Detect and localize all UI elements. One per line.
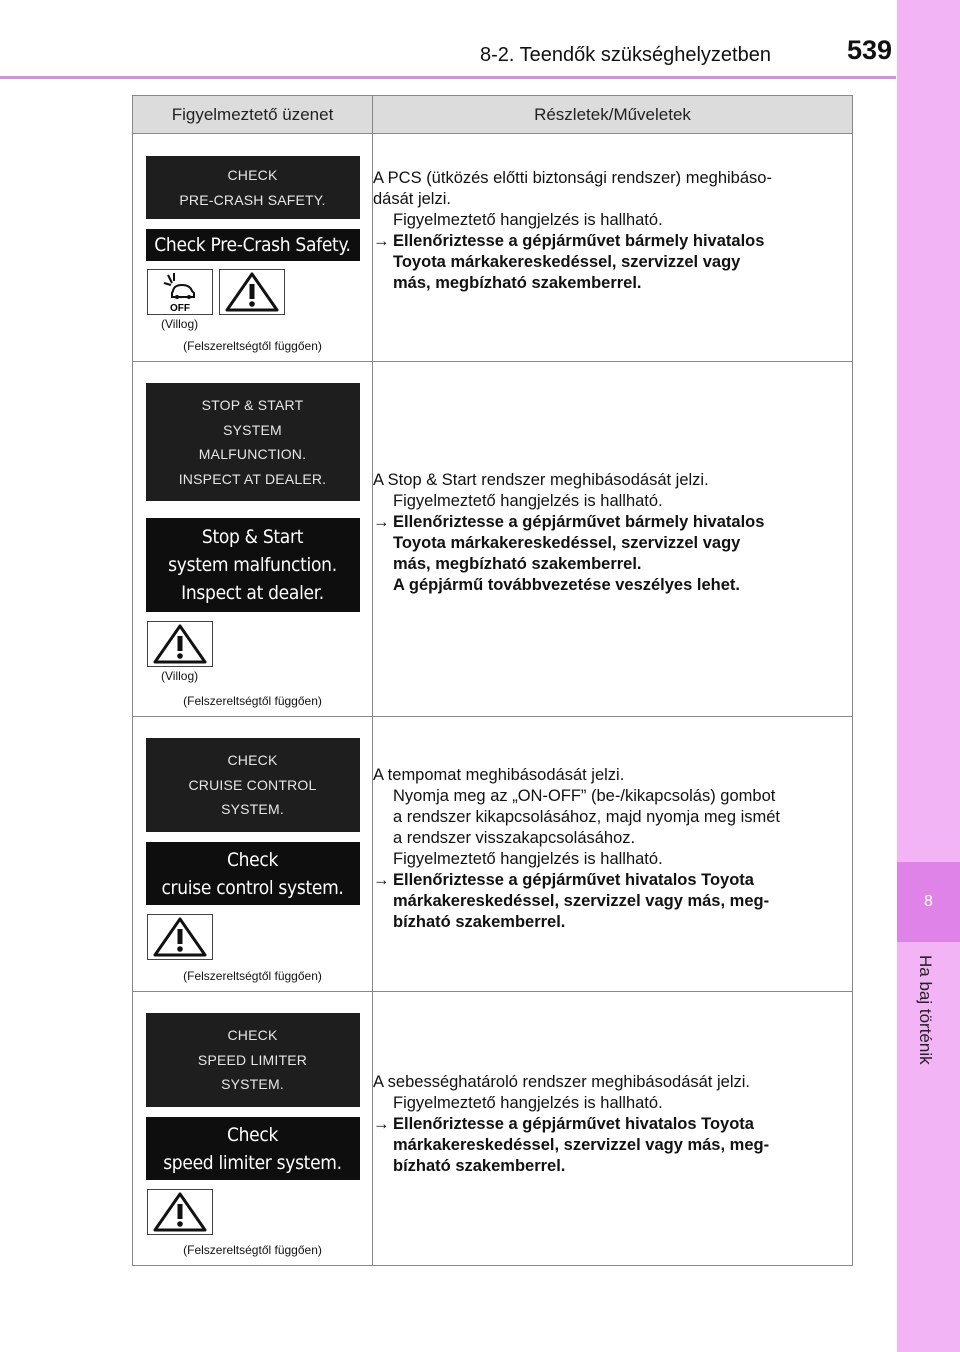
indented-text: Nyomja meg az „ON-OFF” (be-/kikapcsolás) gombot — [393, 787, 776, 805]
table-header-row — [133, 96, 853, 134]
blink-label: (Villog) — [161, 669, 199, 683]
message-cell — [133, 362, 373, 717]
section-title: 8-2. Teendők szükséghelyzetben — [480, 44, 771, 66]
message-display-lower: Check cruise control system. — [146, 842, 360, 905]
indented-text: Figyelmeztető hangjelzés is hallható. — [393, 850, 663, 868]
indented-text: Figyelmeztető hangjelzés is hallható. — [393, 1094, 663, 1112]
blink-label: (Villog) — [161, 317, 199, 331]
arrow-icon: → — [373, 231, 390, 250]
chapter-number: 8 — [924, 893, 933, 910]
action-block: → Ellenőriztesse a gépjárművet hivatalos Toyota márkakereskedéssel, szervizzel vagy más, meg- bízható szakemberrel. — [373, 871, 770, 931]
column-header-message: Figyelmeztető üzenet — [133, 96, 373, 134]
warning-triangle-icon — [219, 269, 285, 315]
description-text: A Stop & Start rendszer meghibásodását jelzi. — [373, 471, 709, 489]
header-rule — [0, 76, 896, 79]
details-cell — [373, 717, 853, 992]
equipment-note: (Felszereltségtől függően) — [183, 1243, 322, 1257]
table-row — [133, 362, 853, 717]
arrow-icon: → — [373, 1115, 390, 1133]
message-display-upper: STOP & START SYSTEM MALFUNCTION. INSPECT AT DEALER. — [146, 383, 360, 501]
equipment-note: (Felszereltségtől függően) — [183, 694, 322, 708]
svg-text:OFF: OFF — [170, 303, 190, 313]
message-cell — [133, 134, 373, 362]
indented-text: Figyelmeztető hangjelzés is hallható. — [393, 210, 663, 229]
message-cell — [133, 992, 373, 1266]
message-display-upper: CHECK CRUISE CONTROL SYSTEM. — [146, 738, 360, 832]
chapter-label: Ha baj történik — [916, 955, 935, 1065]
arrow-icon: → — [373, 871, 390, 889]
details-cell — [373, 134, 853, 362]
message-display-lower: Check Pre-Crash Safety. — [146, 229, 360, 261]
action-block: → Ellenőriztesse a gépjárművet hivatalos Toyota márkakereskedéssel, szervizzel vagy más, meg- bízható szakemberrel. — [373, 1115, 770, 1175]
equipment-note: (Felszereltségtől függően) — [183, 969, 322, 983]
message-display-lower: Stop & Start system malfunction. Inspect at dealer. — [146, 518, 360, 612]
warning-triangle-icon — [147, 914, 213, 960]
indicator-icons — [147, 621, 372, 667]
indented-text: a rendszer kikapcsolásához, majd nyomja meg ismét — [393, 808, 781, 826]
description-text: A sebességhatároló rendszer meghibásodását jelzi. — [373, 1073, 750, 1091]
side-tab-band — [897, 0, 960, 1352]
indicator-icons — [147, 1189, 372, 1235]
description-text: dását jelzi. — [373, 189, 451, 208]
message-display-upper: CHECK PRE-CRASH SAFETY. — [146, 156, 360, 219]
details-cell — [373, 362, 853, 717]
description-text: A PCS (ütközés előtti biztonsági rendszer) meghibáso- — [373, 168, 772, 187]
page-number: 539 — [846, 35, 892, 65]
table-row — [133, 134, 853, 362]
indicator-icons — [147, 269, 372, 315]
indented-text: Figyelmeztető hangjelzés is hallható. — [393, 492, 663, 510]
details-cell — [373, 992, 853, 1266]
warning-message-table — [132, 95, 853, 1266]
action-block: → Ellenőriztesse a gépjárművet bármely hivatalos Toyota márkakereskedéssel, szervizzel vagy más, megbízható szakemberrel. — [373, 231, 765, 292]
chapter-tab[interactable] — [897, 862, 960, 942]
arrow-icon: → — [373, 513, 390, 531]
column-header-details: Részletek/Műveletek — [373, 96, 853, 134]
pcs-off-icon — [147, 269, 213, 315]
action-block: → Ellenőriztesse a gépjárművet bármely hivatalos Toyota márkakereskedéssel, szervizzel vagy más, megbízható szakemberrel. A gépjármű továbbvezetése veszélyes lehet. — [373, 513, 765, 594]
description-text: A tempomat meghibásodását jelzi. — [373, 766, 625, 784]
warning-triangle-icon — [147, 621, 213, 667]
message-display-upper: CHECK SPEED LIMITER SYSTEM. — [146, 1013, 360, 1107]
message-cell — [133, 717, 373, 992]
table-row — [133, 717, 853, 992]
equipment-note: (Felszereltségtől függően) — [183, 339, 322, 353]
message-display-lower: Check speed limiter system. — [146, 1117, 360, 1180]
indented-text: a rendszer visszakapcsolásához. — [393, 829, 636, 847]
warning-triangle-icon — [147, 1189, 213, 1235]
table-row — [133, 992, 853, 1266]
indicator-icons — [147, 914, 372, 960]
